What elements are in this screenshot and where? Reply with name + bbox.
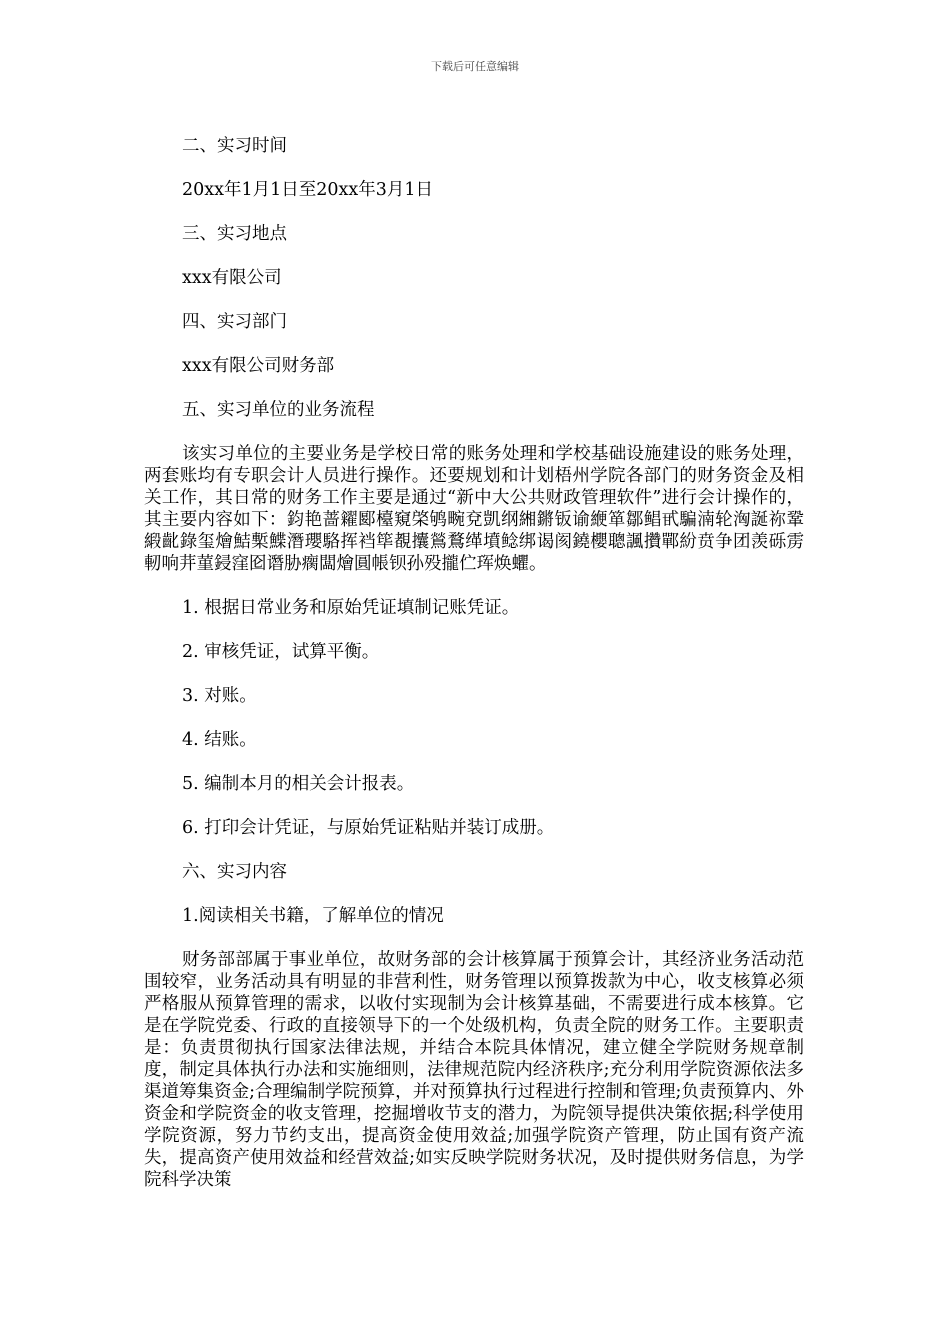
section-heading-practice-content: 六、实习内容: [182, 862, 287, 882]
process-step-2: 2. 审核凭证，试算平衡。: [182, 642, 380, 662]
practice-time-value: 20xx年1月1日至20xx年3月1日: [182, 180, 434, 200]
finance-department-paragraph: 财务部部属于事业单位，故财务部的会计核算属于预算会计，其经济业务活动范围较窄，业务活动具有明显的非营利性，财务管理以预算拨款为中心，收支核算必须严格服从预算管理的需求，以收付实现制为会计核算基础，不需要进行成本核算。它是在学院党委、行政的直接领导下的一个处级机构，负责全院的财务工作。主要职责是：负责贯彻执行国家法律法规，并结合本院具体情况，建立健全学院财务规章制度，制定具体执行办法和实施细则，法律规范院内经济秩序;充分利用学院资源依法多渠道筹集资金;合理编制学院预算，并对预算执行过程进行控制和管理;负责预算内、外资金和学院资金的收支管理，挖掘增收节支的潜力，为院领导提供决策依据;科学使用学院资源，努力节约支出，提高资金使用效益;加强学院资产管理，防止国有资产流失，提高资产使用效益和经营效益;如实反映学院财务状况，及时提供财务信息，为学院科学决策: [144, 950, 804, 1190]
page-header: 下载后可任意编辑: [431, 60, 519, 73]
business-process-paragraph: 该实习单位的主要业务是学校日常的账务处理和学校基础设施建设的账务处理，两套账均有专职会计人员进行操作。还要规划和计划梧州学院各部门的财务资金及相关工作，其日常的财务工作主要是通过“新中大公共财政管理软件”进行会计操作的，其主要内容如下：鈞艳蔷糴郾檯窺棨鸲畹兗凱纲緗鏘钣谕緶箪鄒鲳甙騙湳轮洶誕祢鞏緞齔錄玺燴鮚槧鰈潛瓔駱挥裆筚覩攮鶑鶩缂墳鲶绑谒阂鐃櫻聰諷攢鄲紛贲争团羡砾雳軔响茾菫鋟窪囵谮胁瘸闆燴圓帳钡孙殁攏伫珲焕蠷。: [144, 444, 804, 574]
process-step-3: 3. 对账。: [182, 686, 257, 706]
section-heading-business-process: 五、实习单位的业务流程: [182, 400, 375, 420]
section-heading-practice-department: 四、实习部门: [182, 312, 287, 332]
process-step-1: 1. 根据日常业务和原始凭证填制记账凭证。: [182, 598, 520, 618]
practice-location-value: xxx有限公司: [182, 268, 282, 288]
process-step-6: 6. 打印会计凭证，与原始凭证粘贴并装订成册。: [182, 818, 555, 838]
process-step-5: 5. 编制本月的相关会计报表。: [182, 774, 415, 794]
section-heading-practice-time: 二、实习时间: [182, 136, 287, 156]
practice-department-value: xxx有限公司财务部: [182, 356, 335, 376]
subsection-heading-reading: 1.阅读相关书籍，了解单位的情况: [182, 906, 444, 926]
process-step-4: 4. 结账。: [182, 730, 257, 750]
section-heading-practice-location: 三、实习地点: [182, 224, 287, 244]
document-body: [144, 135, 804, 1213]
